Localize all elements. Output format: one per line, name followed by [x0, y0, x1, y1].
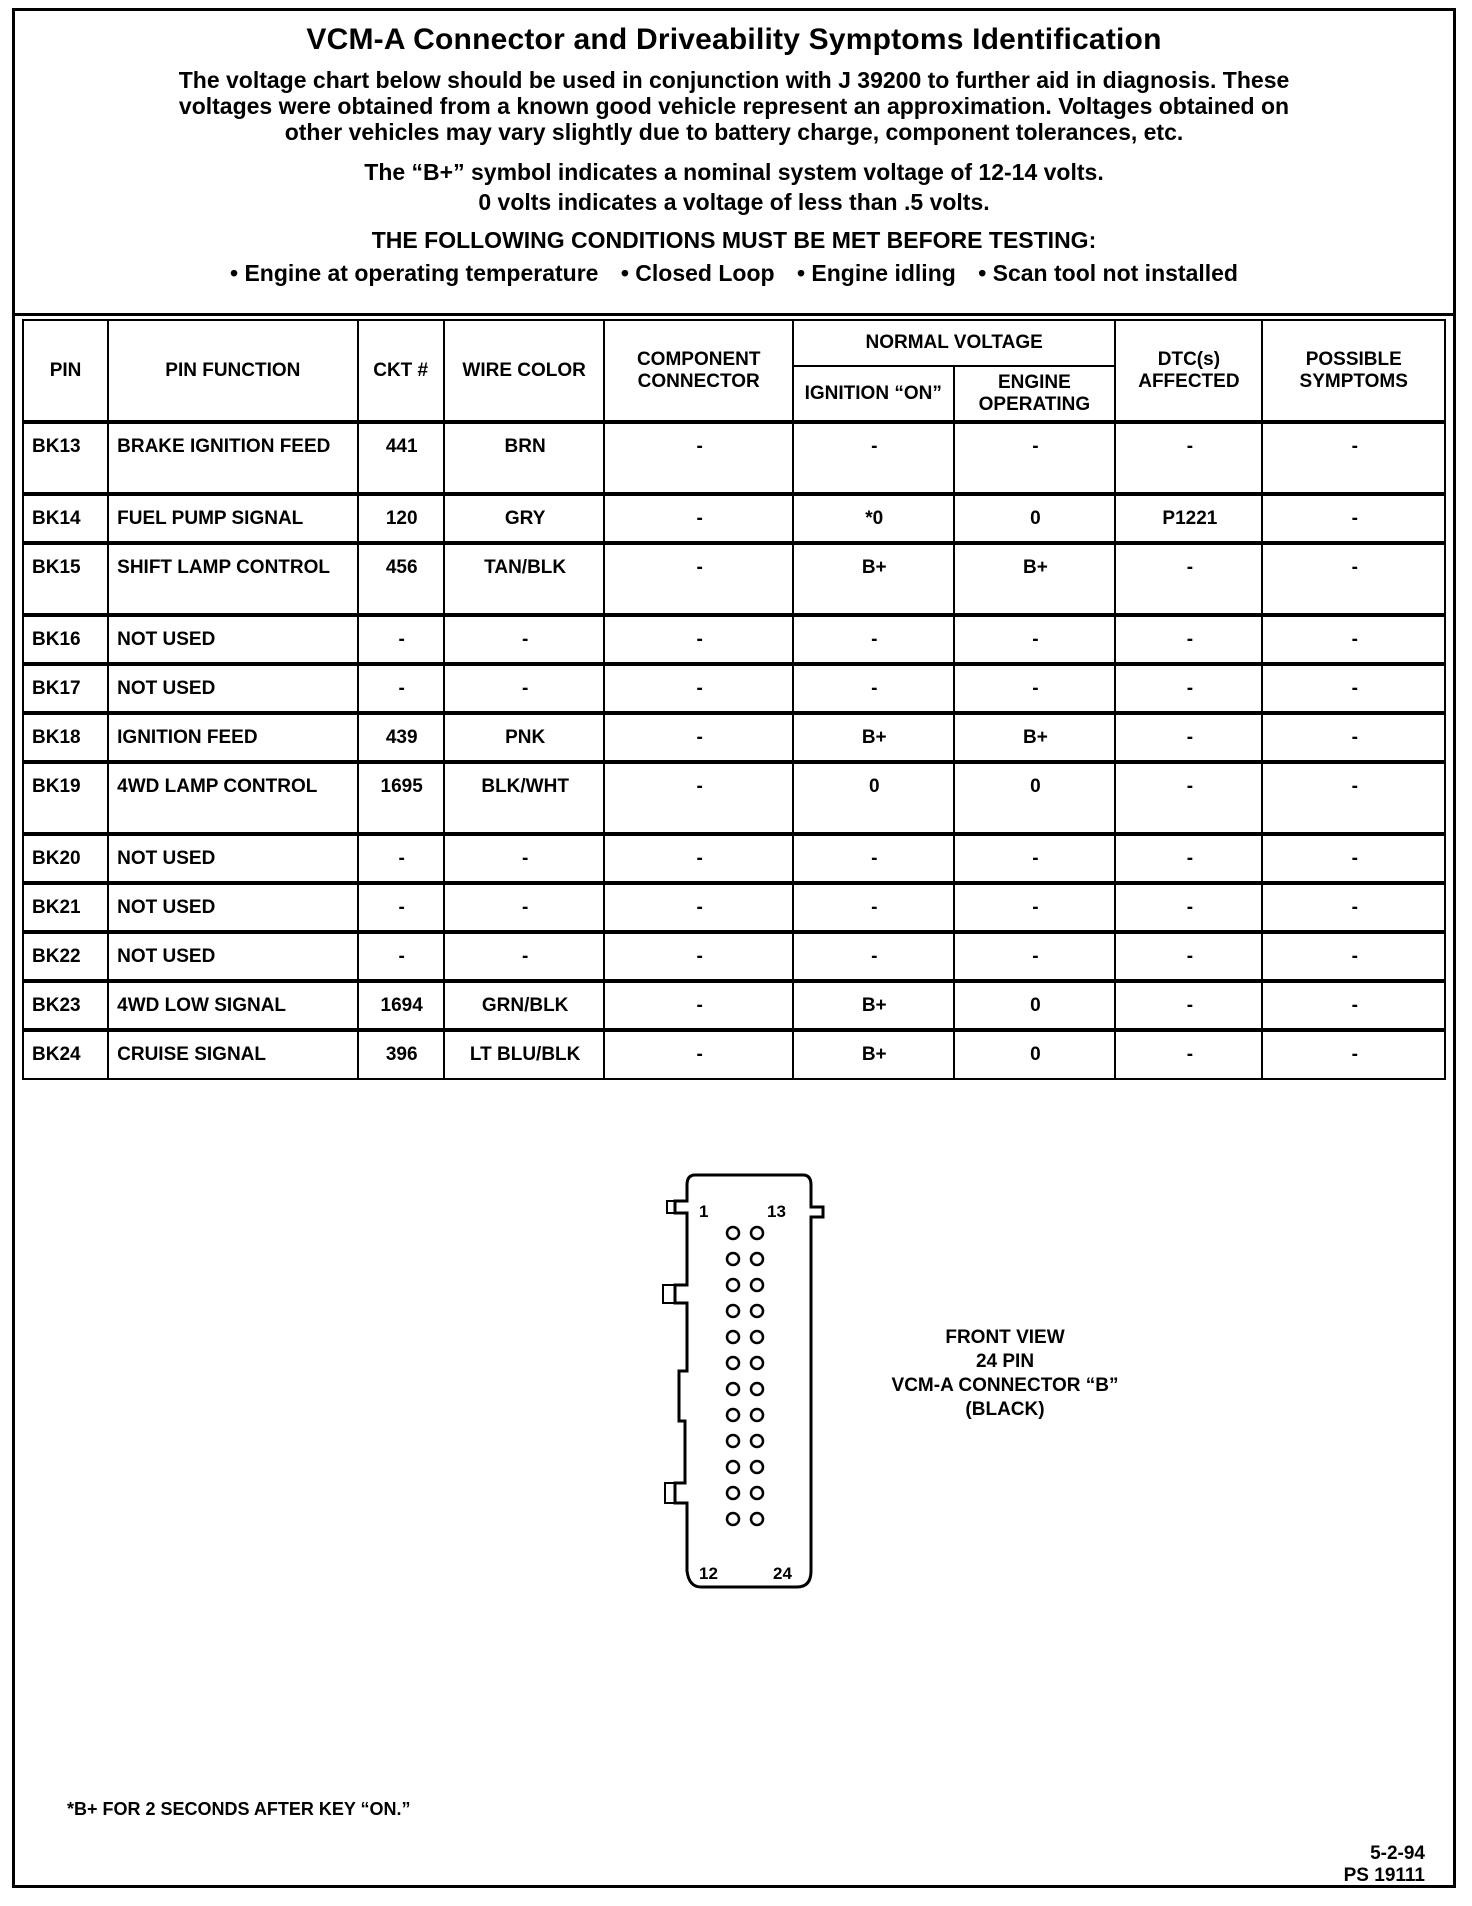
cell-ckt: 396: [358, 1030, 444, 1079]
cell-function: 4WD LAMP CONTROL: [108, 762, 357, 834]
cell-ckt: 456: [358, 543, 444, 615]
cell-function: BRAKE IGNITION FEED: [108, 422, 357, 494]
cell-wire: PNK: [444, 713, 605, 762]
cell-pin: BK17: [23, 664, 108, 713]
cell-ignition: -: [793, 932, 954, 981]
cell-pin: BK13: [23, 422, 108, 494]
header-ignition-on: IGNITION “ON”: [793, 366, 954, 422]
cell-symptoms: -: [1262, 762, 1445, 834]
header-ckt: CKT #: [358, 320, 444, 422]
cell-pin: BK23: [23, 981, 108, 1030]
cell-ignition: *0: [793, 494, 954, 543]
cell-symptoms: -: [1262, 494, 1445, 543]
cell-engine: -: [954, 615, 1116, 664]
zero-volt-line: 0 volts indicates a voltage of less than .5 volts.: [478, 189, 990, 215]
cell-ckt: -: [358, 664, 444, 713]
header-dtcs: DTC(s) AFFECTED: [1115, 320, 1262, 422]
cell-function: NOT USED: [108, 932, 357, 981]
cell-symptoms: -: [1262, 883, 1445, 932]
cell-ignition: B+: [793, 713, 954, 762]
cell-dtc: P1221: [1115, 494, 1262, 543]
cell-wire: -: [444, 932, 605, 981]
pin-hole: [727, 1461, 739, 1473]
pin-hole: [751, 1331, 763, 1343]
intro-line: voltages were obtained from a known good vehicle represent an approximation. Voltages obtained on: [178, 93, 1290, 119]
pin-hole: [727, 1253, 739, 1265]
bplus-line: The “B+” symbol indicates a nominal system voltage of 12-14 volts.: [364, 159, 1104, 185]
cell-symptoms: -: [1262, 1030, 1445, 1079]
pin-grid: [727, 1227, 763, 1525]
table-row: [23, 543, 1445, 615]
cell-component: -: [604, 762, 793, 834]
cell-function: NOT USED: [108, 664, 357, 713]
cell-pin: BK19: [23, 762, 108, 834]
pin-hole: [751, 1461, 763, 1473]
cell-ckt: 441: [358, 422, 444, 494]
cell-engine: 0: [954, 762, 1116, 834]
cell-ignition: -: [793, 615, 954, 664]
cell-ckt: -: [358, 932, 444, 981]
cell-dtc: -: [1115, 1030, 1262, 1079]
pin-hole: [727, 1383, 739, 1395]
cell-pin: BK18: [23, 713, 108, 762]
connector-notch-mid: [663, 1285, 675, 1303]
intro-line: other vehicles may vary slightly due to battery charge, component tolerances, etc.: [284, 119, 1184, 145]
cell-dtc: -: [1115, 932, 1262, 981]
cell-wire: GRN/BLK: [444, 981, 605, 1030]
conditions-list: [15, 260, 1453, 287]
cell-symptoms: -: [1262, 932, 1445, 981]
table-row: [23, 615, 1445, 664]
cell-ckt: -: [358, 883, 444, 932]
cell-ckt: -: [358, 615, 444, 664]
cell-dtc: -: [1115, 713, 1262, 762]
condition-item: • Engine at operating temperature: [230, 260, 599, 286]
table-row: [23, 981, 1445, 1030]
caption-line: VCM-A CONNECTOR “B”: [891, 1375, 1119, 1396]
connector-diagram: [655, 1171, 835, 1591]
pin-hole: [751, 1305, 763, 1317]
connector-caption: [835, 1326, 1175, 1422]
condition-item: • Closed Loop: [620, 260, 775, 286]
voltage-note: [15, 157, 1453, 217]
cell-pin: BK21: [23, 883, 108, 932]
cell-pin: BK24: [23, 1030, 108, 1079]
cell-engine: 0: [954, 1030, 1116, 1079]
pin-hole: [727, 1279, 739, 1291]
table-row: [23, 883, 1445, 932]
cell-symptoms: -: [1262, 543, 1445, 615]
cell-dtc: -: [1115, 543, 1262, 615]
cell-dtc: -: [1115, 422, 1262, 494]
pin-hole: [727, 1227, 739, 1239]
cell-component: -: [604, 932, 793, 981]
cell-ckt: -: [358, 834, 444, 883]
table-row: [23, 664, 1445, 713]
cell-pin: BK14: [23, 494, 108, 543]
cell-wire: BRN: [444, 422, 605, 494]
pin-table: [22, 319, 1446, 1080]
pin-hole: [751, 1513, 763, 1525]
intro-line: The voltage chart below should be used in conjunction with J 39200 to further aid in diagnosis. These: [178, 67, 1290, 93]
condition-item: • Engine idling: [796, 260, 956, 286]
pin-hole: [727, 1487, 739, 1499]
cell-function: 4WD LOW SIGNAL: [108, 981, 357, 1030]
pin-hole: [751, 1227, 763, 1239]
cell-component: -: [604, 981, 793, 1030]
page-title: VCM-A Connector and Driveability Symptoms Identification: [306, 23, 1162, 56]
cell-engine: 0: [954, 494, 1116, 543]
pin-hole: [751, 1435, 763, 1447]
conditions-title: THE FOLLOWING CONDITIONS MUST BE MET BEFORE TESTING:: [371, 227, 1097, 253]
cell-component: -: [604, 883, 793, 932]
doc-date: 5-2-94: [1370, 1843, 1425, 1864]
pin-hole: [727, 1305, 739, 1317]
cell-wire: -: [444, 834, 605, 883]
cell-ignition: -: [793, 422, 954, 494]
header-normal-voltage: NORMAL VOLTAGE: [793, 320, 1115, 366]
cell-pin: BK15: [23, 543, 108, 615]
cell-component: -: [604, 494, 793, 543]
header-pin-function: PIN FUNCTION: [108, 320, 357, 422]
pin-label-1: 1: [699, 1202, 709, 1221]
cell-dtc: -: [1115, 981, 1262, 1030]
cell-wire: TAN/BLK: [444, 543, 605, 615]
pin-hole: [751, 1357, 763, 1369]
header-engine-operating: ENGINE OPERATING: [954, 366, 1116, 422]
cell-wire: LT BLU/BLK: [444, 1030, 605, 1079]
doc-ps-number: PS 19111: [1343, 1865, 1425, 1886]
cell-function: SHIFT LAMP CONTROL: [108, 543, 357, 615]
cell-component: -: [604, 422, 793, 494]
cell-wire: -: [444, 615, 605, 664]
cell-engine: -: [954, 883, 1116, 932]
cell-symptoms: -: [1262, 615, 1445, 664]
cell-ckt: 1694: [358, 981, 444, 1030]
cell-ignition: B+: [793, 981, 954, 1030]
document-number: [1344, 1843, 1425, 1887]
cell-ckt: 1695: [358, 762, 444, 834]
cell-engine: -: [954, 422, 1116, 494]
cell-wire: GRY: [444, 494, 605, 543]
caption-line: (BLACK): [965, 1399, 1045, 1420]
cell-ignition: B+: [793, 543, 954, 615]
cell-ckt: 439: [358, 713, 444, 762]
cell-pin: BK16: [23, 615, 108, 664]
cell-symptoms: -: [1262, 713, 1445, 762]
cell-component: -: [604, 834, 793, 883]
cell-engine: -: [954, 664, 1116, 713]
cell-dtc: -: [1115, 762, 1262, 834]
condition-item: • Scan tool not installed: [978, 260, 1238, 286]
cell-ignition: B+: [793, 1030, 954, 1079]
caption-line: FRONT VIEW: [945, 1327, 1065, 1348]
cell-symptoms: -: [1262, 664, 1445, 713]
cell-ignition: -: [793, 883, 954, 932]
pin-hole: [751, 1409, 763, 1421]
cell-component: -: [604, 543, 793, 615]
pin-hole: [727, 1357, 739, 1369]
cell-ckt: 120: [358, 494, 444, 543]
table-row: [23, 1030, 1445, 1079]
pin-hole: [727, 1409, 739, 1421]
header-section: [15, 11, 1453, 316]
cell-function: FUEL PUMP SIGNAL: [108, 494, 357, 543]
cell-dtc: -: [1115, 883, 1262, 932]
cell-dtc: -: [1115, 834, 1262, 883]
cell-engine: -: [954, 834, 1116, 883]
document-frame: [12, 8, 1456, 1888]
cell-symptoms: -: [1262, 981, 1445, 1030]
cell-function: NOT USED: [108, 834, 357, 883]
pin-hole: [727, 1513, 739, 1525]
pin-hole: [751, 1383, 763, 1395]
table-row: [23, 932, 1445, 981]
cell-engine: 0: [954, 981, 1116, 1030]
pin-hole: [727, 1331, 739, 1343]
cell-pin: BK20: [23, 834, 108, 883]
cell-wire: -: [444, 883, 605, 932]
pin-label-13: 13: [767, 1202, 786, 1221]
cell-function: CRUISE SIGNAL: [108, 1030, 357, 1079]
pin-label-12: 12: [699, 1564, 718, 1583]
caption-line: 24 PIN: [975, 1351, 1035, 1372]
pin-hole: [751, 1253, 763, 1265]
table-row: [23, 834, 1445, 883]
cell-wire: -: [444, 664, 605, 713]
table-row: [23, 713, 1445, 762]
cell-pin: BK22: [23, 932, 108, 981]
pin-hole: [751, 1279, 763, 1291]
cell-symptoms: -: [1262, 834, 1445, 883]
table-row: [23, 762, 1445, 834]
table-row: [23, 494, 1445, 543]
intro-text: [65, 67, 1403, 145]
cell-component: -: [604, 1030, 793, 1079]
cell-ignition: 0: [793, 762, 954, 834]
header-wire-color: WIRE COLOR: [444, 320, 605, 422]
pin-label-24: 24: [773, 1564, 792, 1583]
table-row: [23, 422, 1445, 494]
footnote: *B+ FOR 2 SECONDS AFTER KEY “ON.”: [67, 1799, 411, 1819]
pin-hole: [727, 1435, 739, 1447]
cell-engine: B+: [954, 543, 1116, 615]
cell-dtc: -: [1115, 664, 1262, 713]
header-pin: PIN: [23, 320, 108, 422]
cell-function: NOT USED: [108, 615, 357, 664]
header-component-connector: COMPONENT CONNECTOR: [604, 320, 793, 422]
cell-ignition: -: [793, 834, 954, 883]
cell-symptoms: -: [1262, 422, 1445, 494]
cell-wire: BLK/WHT: [444, 762, 605, 834]
cell-function: IGNITION FEED: [108, 713, 357, 762]
pin-hole: [751, 1487, 763, 1499]
cell-engine: -: [954, 932, 1116, 981]
header-symptoms: POSSIBLE SYMPTOMS: [1262, 320, 1445, 422]
cell-engine: B+: [954, 713, 1116, 762]
cell-component: -: [604, 713, 793, 762]
cell-component: -: [604, 664, 793, 713]
cell-dtc: -: [1115, 615, 1262, 664]
cell-function: NOT USED: [108, 883, 357, 932]
cell-ignition: -: [793, 664, 954, 713]
cell-component: -: [604, 615, 793, 664]
connector-outline: [675, 1175, 823, 1587]
